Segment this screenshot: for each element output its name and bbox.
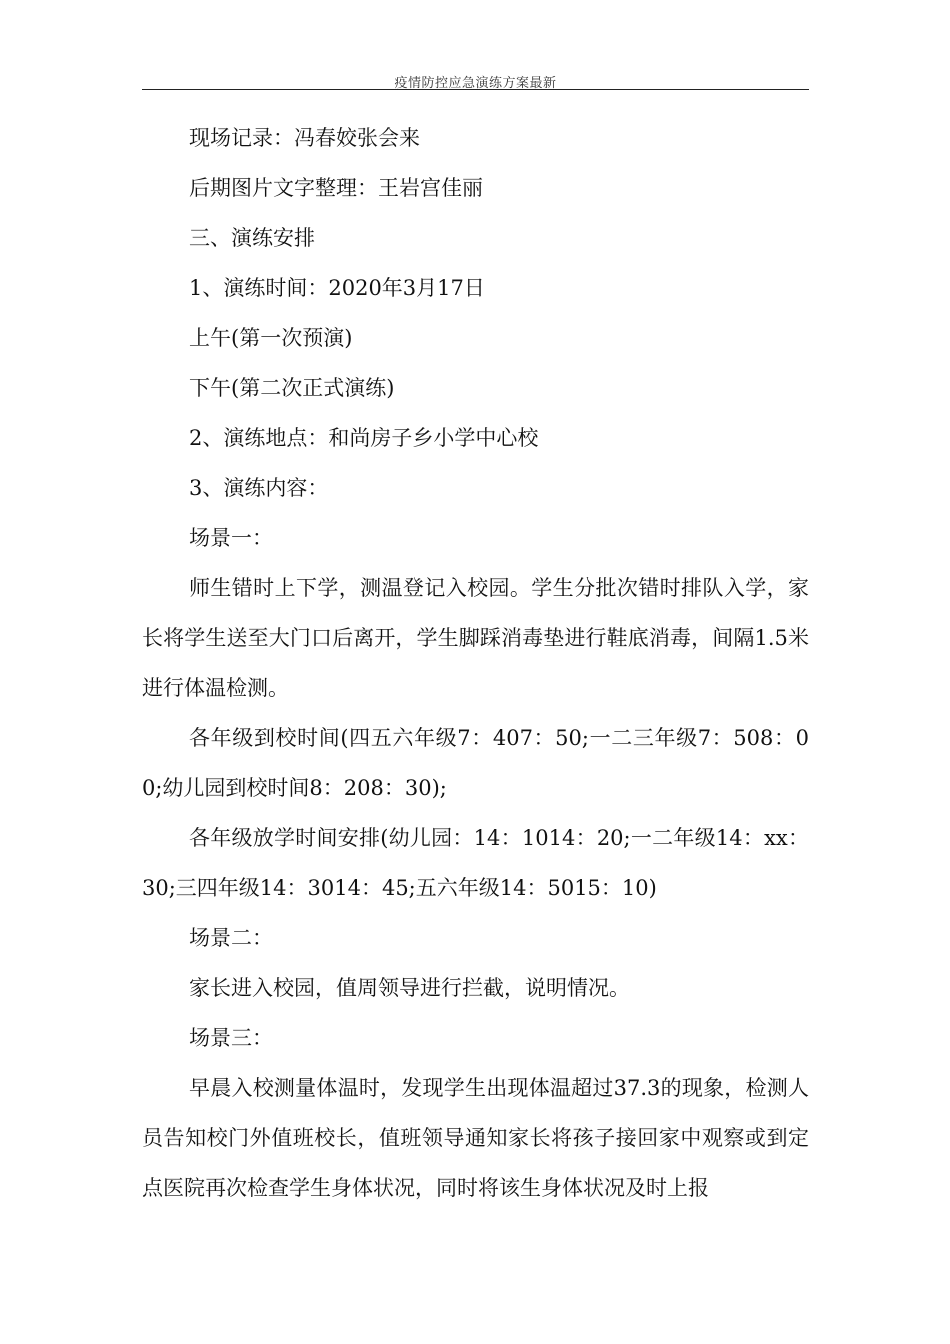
paragraph-drill-content: 3、演练内容： bbox=[189, 476, 329, 500]
paragraph-dismissal-times: 各年级放学时间安排(幼儿园：14：1014：20;一二年级14：xx：30;三四年级14：3014：45;五六年级14：5015：10) bbox=[142, 826, 809, 900]
paragraph-drill-location: 2、演练地点：和尚房子乡小学中心校 bbox=[189, 426, 539, 450]
scene-one-heading: 场景一： bbox=[189, 526, 273, 550]
header-divider bbox=[142, 89, 809, 90]
scene-three-heading: 场景三： bbox=[189, 1026, 273, 1050]
paragraph-field-recording: 现场记录：冯春姣张会来 bbox=[189, 126, 420, 150]
paragraph-drill-time: 1、演练时间：2020年3月17日 bbox=[189, 276, 485, 300]
scene-two-heading: 场景二： bbox=[189, 926, 273, 950]
paragraph-scene-three-description: 早晨入校测量体温时，发现学生出现体温超过37.3的现象，检测人员告知校门外值班校长，值班领导通知家长将孩子接回家中观察或到定点医院再次检查学生身体状况，同时将该生身体状况及时上报 bbox=[142, 1076, 809, 1200]
paragraph-afternoon-drill: 下午(第二次正式演练) bbox=[189, 376, 395, 400]
paragraph-photo-text-editing: 后期图片文字整理：王岩宫佳丽 bbox=[189, 176, 483, 200]
paragraph-scene-two-description: 家长进入校园，值周领导进行拦截，说明情况。 bbox=[189, 976, 630, 1000]
paragraph-scene-one-description: 师生错时上下学，测温登记入校园。学生分批次错时排队入学，家长将学生送至大门口后离开，学生脚踩消毒垫进行鞋底消毒，间隔1.5米进行体温检测。 bbox=[142, 576, 809, 700]
paragraph-arrival-times: 各年级到校时间(四五六年级7：407：50;一二三年级7：508：00;幼儿园到校时间8：208：30); bbox=[142, 726, 809, 800]
paragraph-morning-rehearsal: 上午(第一次预演) bbox=[189, 326, 353, 350]
document-body bbox=[142, 113, 809, 1213]
section-heading-drill-arrangement: 三、演练安排 bbox=[189, 226, 315, 250]
page-header-title: 疫情防控应急演练方案最新 bbox=[394, 76, 557, 91]
